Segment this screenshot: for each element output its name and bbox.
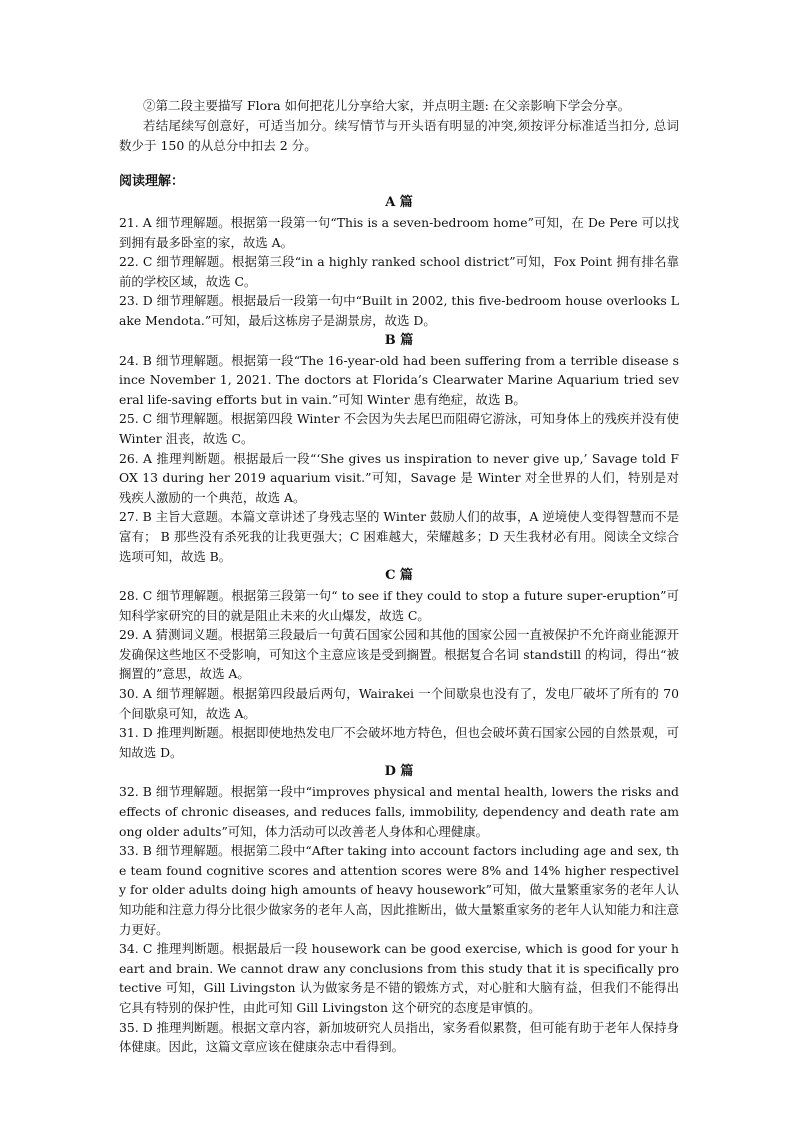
answer-31: 31. D 推理判断题。根据即使地热发电厂不会破坏地方特色，但也会破坏黄石国家公园的自然景观，可知故选 D。 [119,725,679,760]
answer-33: 33. B 细节理解题。根据第二段中“After taking into account factors including age and sex, the team found cognitive scores and attention scores were 8% and 14% higher respectively for older adults doing high amounts of heavy housework”可知，做大量繁重家务的老年人认知功能和注意力得分比很少做家务的老年人高，因此推断出，做大量繁重家务的老年人认知能力和注意力更好。 [119,843,679,937]
answer-25: 25. C 细节理解题。根据第四段 Winter 不会因为失去尾巴而阻碍它游泳，可知身体上的残疾并没有使 Winter 沮丧，故选 C。 [119,411,679,446]
passage-title-c: C 篇 [385,568,413,584]
scoring-note-1: ②第二段主要描写 Flora 如何把花儿分享给大家，并点明主题: 在父亲影响下学会分享。 [143,98,631,113]
answer-34: 34. C 推理判断题。根据最后一段 housework can be good exercise, which is good for your heart and brain. We cannot draw any conclusions from this study that it is specifically protective 可知，Gill Livingston 认为做家务是不错的锻炼方式，对心脏和大脑有益，但我们不能得出它具有特别的保护性，由此可知 Gill Livingston 这个研究的态度是审慎的。 [119,941,680,1015]
section-heading: 阅读理解： [119,174,185,189]
answer-35: 35. D 推理判断题。根据文章内容，新加坡研究人员指出，家务看似累赘，但可能有助于老年人保持身体健康。因此，这篇文章应该在健康杂志中看得到。 [119,1019,679,1055]
passage-title-a: A 篇 [385,195,413,210]
writing-scoring-notes [119,96,679,156]
scoring-note-2: 若结尾续写创意好，可适当加分。续写情节与开头语有明显的冲突,须按评分标准适当扣分, 总词数少于 150 的从总分中扣去 2 分。 [119,118,679,153]
reading-comprehension [119,170,679,1057]
answer-22: 22. C 细节理解题。根据第三段“in a highly ranked school district”可知，Fox Point 拥有排名靠前的学校区域，故选 C。 [119,254,679,289]
answer-30: 30. A 细节理解题。根据第四段最后两句，Wairakei 一个间歇泉也没有了，发电厂破坏了所有的 70 个间歇泉可知，故选 A。 [119,686,679,721]
passage-title-b: B 篇 [384,332,414,348]
answer-29: 29. A 猜测词义题。根据第三段最后一句黄石国家公园和其他的国家公园一直被保护不允许商业能源开发确保这些地区不受影响，可知这个主意应该是受到搁置。根据复合名词 standstill 的构词，得出“被搁置的”意思，故选 A。 [119,627,679,682]
answer-26: 26. A 推理判断题。根据最后一段“‘She gives us inspiration to never give up,’ Savage told FOX 13 during her 2019 aquarium visit.”可知，Savage 是 Winter 对全世界的人们，特别是对残疾人激励的一个典范，故选 A。 [119,450,679,505]
answer-21: 21. A 细节理解题。根据第一段第一句“This is a seven-bedroom home”可知，在 De Pere 可以找到拥有最多卧室的家，故选 A。 [119,215,679,250]
answer-24: 24. B 细节理解题。根据第一段“The 16-year-old had been suffering from a terrible disease since November 1, 2021. The doctors at Florida’s Clearwater Marine Aquarium tried several life-saving efforts but in vain.”可知 Winter 患有绝症，故选 B。 [119,352,679,407]
passage-title-d: D 篇 [384,764,414,780]
answer-23: 23. D 细节理解题。根据最后一段第一句中“Built in 2002, this five-bedroom house overlooks Lake Mendota.”可知，最后这栋房子是湖景房，故选 D。 [119,293,679,328]
answer-32: 32. B 细节理解题。根据第一段中“improves physical and mental health, lowers the risks and effects of chronic diseases, and reduces falls, immobility, dependency and death rate among older adults”可知，体力活动可以改善老人身体和心理健康。 [119,784,679,839]
answer-27: 27. B 主旨大意题。本篇文章讲述了身残志坚的 Winter 鼓励人们的故事，A 逆境使人变得智慧而不是富有； B 那些没有杀死我的让我更强大；C 困难越大，荣耀越多；D 天生我材必有用。阅读全文综合选项可知，故选 B。 [119,509,679,564]
answer-28: 28. C 细节理解题。根据第三段第一句“ to see if they could to stop a future super-eruption”可知科学家研究的目的就是阻止未来的火山爆发，故选 C。 [119,588,679,623]
